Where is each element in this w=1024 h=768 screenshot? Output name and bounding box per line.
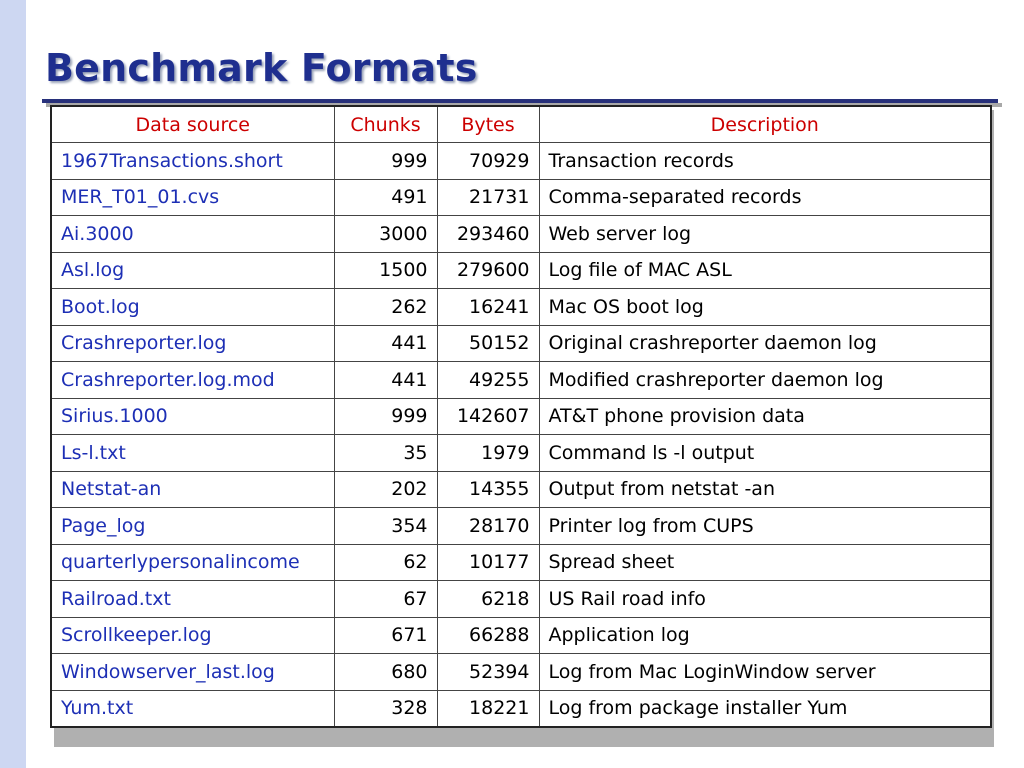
- cell-chunks: 680: [334, 654, 437, 691]
- cell-description: Log file of MAC ASL: [539, 252, 991, 289]
- cell-chunks: 491: [334, 179, 437, 216]
- cell-description: Comma-separated records: [539, 179, 991, 216]
- cell-description: Output from netstat -an: [539, 471, 991, 508]
- cell-data-source: 1967Transactions.short: [51, 143, 334, 180]
- cell-bytes: 279600: [437, 252, 539, 289]
- cell-data-source: Netstat-an: [51, 471, 334, 508]
- cell-chunks: 35: [334, 435, 437, 472]
- table-header-row: [51, 106, 991, 143]
- cell-bytes: 28170: [437, 508, 539, 545]
- cell-description: AT&T phone provision data: [539, 398, 991, 435]
- cell-bytes: 21731: [437, 179, 539, 216]
- cell-chunks: 354: [334, 508, 437, 545]
- cell-description: Application log: [539, 617, 991, 654]
- header-chunks: Chunks: [334, 106, 437, 143]
- cell-bytes: 70929: [437, 143, 539, 180]
- table-row: [51, 398, 991, 435]
- page-title: Benchmark Formats: [45, 46, 478, 90]
- cell-description: US Rail road info: [539, 581, 991, 618]
- benchmark-table: [50, 105, 992, 728]
- table-row: [51, 179, 991, 216]
- table-row: [51, 690, 991, 727]
- cell-bytes: 18221: [437, 690, 539, 727]
- cell-data-source: quarterlypersonalincome: [51, 544, 334, 581]
- cell-data-source: Yum.txt: [51, 690, 334, 727]
- table-row: [51, 289, 991, 326]
- cell-description: Printer log from CUPS: [539, 508, 991, 545]
- title-rule: [42, 99, 998, 103]
- table-row: [51, 216, 991, 253]
- cell-bytes: 293460: [437, 216, 539, 253]
- table-row: [51, 252, 991, 289]
- cell-chunks: 202: [334, 471, 437, 508]
- table-row: [51, 508, 991, 545]
- cell-chunks: 441: [334, 362, 437, 399]
- cell-data-source: Asl.log: [51, 252, 334, 289]
- cell-data-source: Ls-l.txt: [51, 435, 334, 472]
- cell-data-source: Sirius.1000: [51, 398, 334, 435]
- cell-description: Log from package installer Yum: [539, 690, 991, 727]
- table-row: [51, 325, 991, 362]
- cell-bytes: 52394: [437, 654, 539, 691]
- cell-data-source: Crashreporter.log.mod: [51, 362, 334, 399]
- cell-description: Command ls -l output: [539, 435, 991, 472]
- cell-description: Web server log: [539, 216, 991, 253]
- table-row: [51, 544, 991, 581]
- table-row: [51, 581, 991, 618]
- cell-bytes: 142607: [437, 398, 539, 435]
- cell-description: Modified crashreporter daemon log: [539, 362, 991, 399]
- table-row: [51, 471, 991, 508]
- cell-data-source: Crashreporter.log: [51, 325, 334, 362]
- cell-chunks: 67: [334, 581, 437, 618]
- cell-bytes: 1979: [437, 435, 539, 472]
- table-row: [51, 617, 991, 654]
- cell-chunks: 3000: [334, 216, 437, 253]
- cell-bytes: 66288: [437, 617, 539, 654]
- cell-chunks: 328: [334, 690, 437, 727]
- cell-data-source: Ai.3000: [51, 216, 334, 253]
- cell-bytes: 6218: [437, 581, 539, 618]
- cell-chunks: 262: [334, 289, 437, 326]
- cell-data-source: Windowserver_last.log: [51, 654, 334, 691]
- cell-description: Original crashreporter daemon log: [539, 325, 991, 362]
- cell-bytes: 50152: [437, 325, 539, 362]
- cell-description: Spread sheet: [539, 544, 991, 581]
- table-row: [51, 143, 991, 180]
- table-row: [51, 435, 991, 472]
- cell-data-source: Boot.log: [51, 289, 334, 326]
- cell-chunks: 62: [334, 544, 437, 581]
- header-bytes: Bytes: [437, 106, 539, 143]
- cell-bytes: 14355: [437, 471, 539, 508]
- cell-data-source: Scrollkeeper.log: [51, 617, 334, 654]
- cell-data-source: Railroad.txt: [51, 581, 334, 618]
- cell-chunks: 441: [334, 325, 437, 362]
- cell-description: Log from Mac LoginWindow server: [539, 654, 991, 691]
- table-row: [51, 654, 991, 691]
- cell-data-source: MER_T01_01.cvs: [51, 179, 334, 216]
- cell-description: Transaction records: [539, 143, 991, 180]
- header-data-source: Data source: [51, 106, 334, 143]
- cell-chunks: 999: [334, 143, 437, 180]
- cell-description: Mac OS boot log: [539, 289, 991, 326]
- cell-bytes: 49255: [437, 362, 539, 399]
- cell-bytes: 10177: [437, 544, 539, 581]
- cell-chunks: 671: [334, 617, 437, 654]
- cell-chunks: 999: [334, 398, 437, 435]
- cell-bytes: 16241: [437, 289, 539, 326]
- left-accent-stripe: [0, 0, 26, 768]
- cell-chunks: 1500: [334, 252, 437, 289]
- cell-data-source: Page_log: [51, 508, 334, 545]
- header-description: Description: [539, 106, 991, 143]
- table-row: [51, 362, 991, 399]
